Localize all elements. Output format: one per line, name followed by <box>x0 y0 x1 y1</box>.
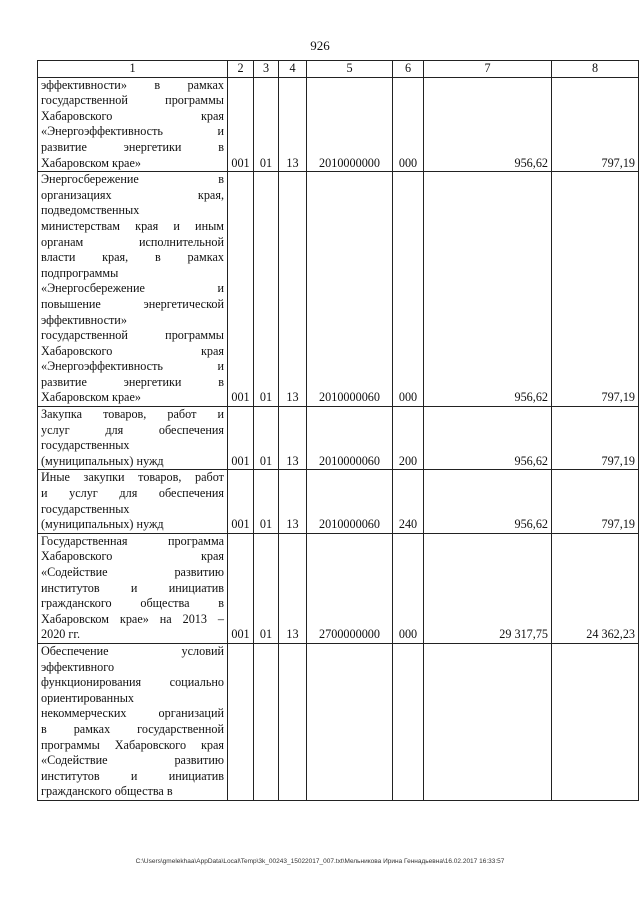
column-header: 3 <box>254 61 279 78</box>
description-line: повышение энергетической <box>41 296 224 311</box>
cell-ministry: 001 <box>228 533 254 643</box>
column-header: 7 <box>424 61 552 78</box>
cell-ministry: 001 <box>228 470 254 533</box>
cell-target-article: 2700000000 <box>307 533 393 643</box>
cell-amount-1: 956,62 <box>424 470 552 533</box>
description-line: государственной программы <box>41 328 224 343</box>
description-line: государственной программы <box>41 93 224 108</box>
column-header: 4 <box>279 61 307 78</box>
page-number: 926 <box>310 38 330 53</box>
cell-expense-type: 200 <box>393 407 424 470</box>
description-line: подведомственных <box>41 203 140 218</box>
description-line: развитие энергетики в <box>41 374 224 389</box>
table-row <box>38 172 639 407</box>
description-line: государственных <box>41 501 130 516</box>
description-line: в рамках государственной <box>41 721 224 736</box>
cell-expense-type: 000 <box>393 533 424 643</box>
cell-target-article: 2010000060 <box>307 172 393 407</box>
cell-description <box>38 172 228 407</box>
description-line: подпрограммы <box>41 265 119 280</box>
description-line: 2020 гг. <box>41 627 81 642</box>
cell-subsection: 13 <box>279 470 307 533</box>
cell-amount-2: 797,19 <box>552 172 639 407</box>
description-line: Хабаровском крае» на 2013 – <box>41 611 224 626</box>
cell-subsection: 13 <box>279 77 307 172</box>
cell-ministry: 001 <box>228 172 254 407</box>
column-header: 8 <box>552 61 639 78</box>
table-row <box>38 77 639 172</box>
description-line: гражданского общества в <box>41 784 173 799</box>
cell-ministry <box>228 643 254 800</box>
description-line: Закупка товаров, работ и <box>41 407 224 422</box>
description-line: Хабаровского края <box>41 108 224 123</box>
cell-description <box>38 77 228 172</box>
description-line: власти края, в рамках <box>41 250 224 265</box>
description-line: услуг для обеспечения <box>41 422 224 437</box>
description-line: «Энергоэффективность и <box>41 359 224 374</box>
cell-amount-2: 24 362,23 <box>552 533 639 643</box>
description-line: эффективности» <box>41 312 127 327</box>
cell-subsection: 13 <box>279 172 307 407</box>
description-line: Хабаровском крае» <box>41 390 141 405</box>
cell-amount-1: 956,62 <box>424 77 552 172</box>
cell-amount-2: 797,19 <box>552 77 639 172</box>
table-row <box>38 643 639 800</box>
description-line: Обеспечение условий <box>41 643 224 658</box>
table-row <box>38 533 639 643</box>
column-header: 6 <box>393 61 424 78</box>
description-line: Государственная программа <box>41 533 224 548</box>
cell-expense-type: 000 <box>393 77 424 172</box>
description-line: органам исполнительной <box>41 234 224 249</box>
description-line: «Энергоэффективность и <box>41 124 224 139</box>
cell-subsection <box>279 643 307 800</box>
cell-amount-2: 797,19 <box>552 407 639 470</box>
description-line: (муниципальных) нужд <box>41 517 164 532</box>
description-line: (муниципальных) нужд <box>41 453 164 468</box>
cell-section: 01 <box>254 470 279 533</box>
cell-expense-type: 240 <box>393 470 424 533</box>
description-line: Хабаровского края <box>41 343 224 358</box>
description-line: организациях края, <box>41 187 224 202</box>
cell-amount-1 <box>424 643 552 800</box>
cell-target-article <box>307 643 393 800</box>
cell-subsection: 13 <box>279 533 307 643</box>
description-line: и услуг для обеспечения <box>41 486 224 501</box>
cell-subsection: 13 <box>279 407 307 470</box>
cell-target-article: 2010000060 <box>307 407 393 470</box>
file-path-footer: C:\Users\gmelekhaa\AppData\Local\Temp\3k_00243_15022017_007.txt\Мельникова Ирина Геннадьевна\16.02.2017 16:33:57 <box>135 858 505 865</box>
description-line: Хабаровского края <box>41 549 224 564</box>
description-line: эффективности» в рамках <box>41 77 224 92</box>
description-line: эффективного <box>41 659 115 674</box>
cell-description <box>38 470 228 533</box>
table-body <box>38 77 639 800</box>
description-line: программы Хабаровского края <box>41 737 224 752</box>
description-line: «Содействие развитию <box>41 565 224 579</box>
cell-amount-2 <box>552 643 639 800</box>
cell-section <box>254 643 279 800</box>
column-header: 5 <box>307 61 393 78</box>
cell-ministry: 001 <box>228 77 254 172</box>
cell-expense-type: 000 <box>393 172 424 407</box>
column-header: 2 <box>228 61 254 78</box>
description-line: институтов и инициатив <box>41 580 224 595</box>
cell-amount-1: 956,62 <box>424 172 552 407</box>
table-header-row <box>38 61 639 78</box>
description-line: «Содействие развитию <box>41 753 224 768</box>
description-line: Иные закупки товаров, работ <box>41 470 224 485</box>
description-line: некоммерческих организаций <box>41 706 224 721</box>
description-line: Хабаровском крае» <box>41 155 141 170</box>
description-line: гражданского общества в <box>41 596 224 611</box>
cell-ministry: 001 <box>228 407 254 470</box>
description-line: функционирования социально <box>41 675 224 690</box>
cell-target-article: 2010000060 <box>307 470 393 533</box>
budget-table <box>37 60 639 801</box>
cell-amount-1: 956,62 <box>424 407 552 470</box>
cell-expense-type <box>393 643 424 800</box>
cell-description <box>38 407 228 470</box>
cell-amount-2: 797,19 <box>552 470 639 533</box>
description-line: институтов и инициатив <box>41 768 224 783</box>
cell-target-article: 2010000000 <box>307 77 393 172</box>
table-row <box>38 407 639 470</box>
cell-section: 01 <box>254 77 279 172</box>
description-line: Энергосбережение в <box>41 172 224 187</box>
description-line: «Энергосбережение и <box>41 281 224 296</box>
description-line: министерствам края и иным <box>41 218 224 233</box>
column-header: 1 <box>38 61 228 78</box>
cell-section: 01 <box>254 533 279 643</box>
cell-description <box>38 533 228 643</box>
cell-amount-1: 29 317,75 <box>424 533 552 643</box>
table-row <box>38 470 639 533</box>
description-line: ориентированных <box>41 690 135 705</box>
cell-section: 01 <box>254 172 279 407</box>
description-line: развитие энергетики в <box>41 139 224 154</box>
cell-description <box>38 643 228 800</box>
cell-section: 01 <box>254 407 279 470</box>
description-line: государственных <box>41 438 130 453</box>
